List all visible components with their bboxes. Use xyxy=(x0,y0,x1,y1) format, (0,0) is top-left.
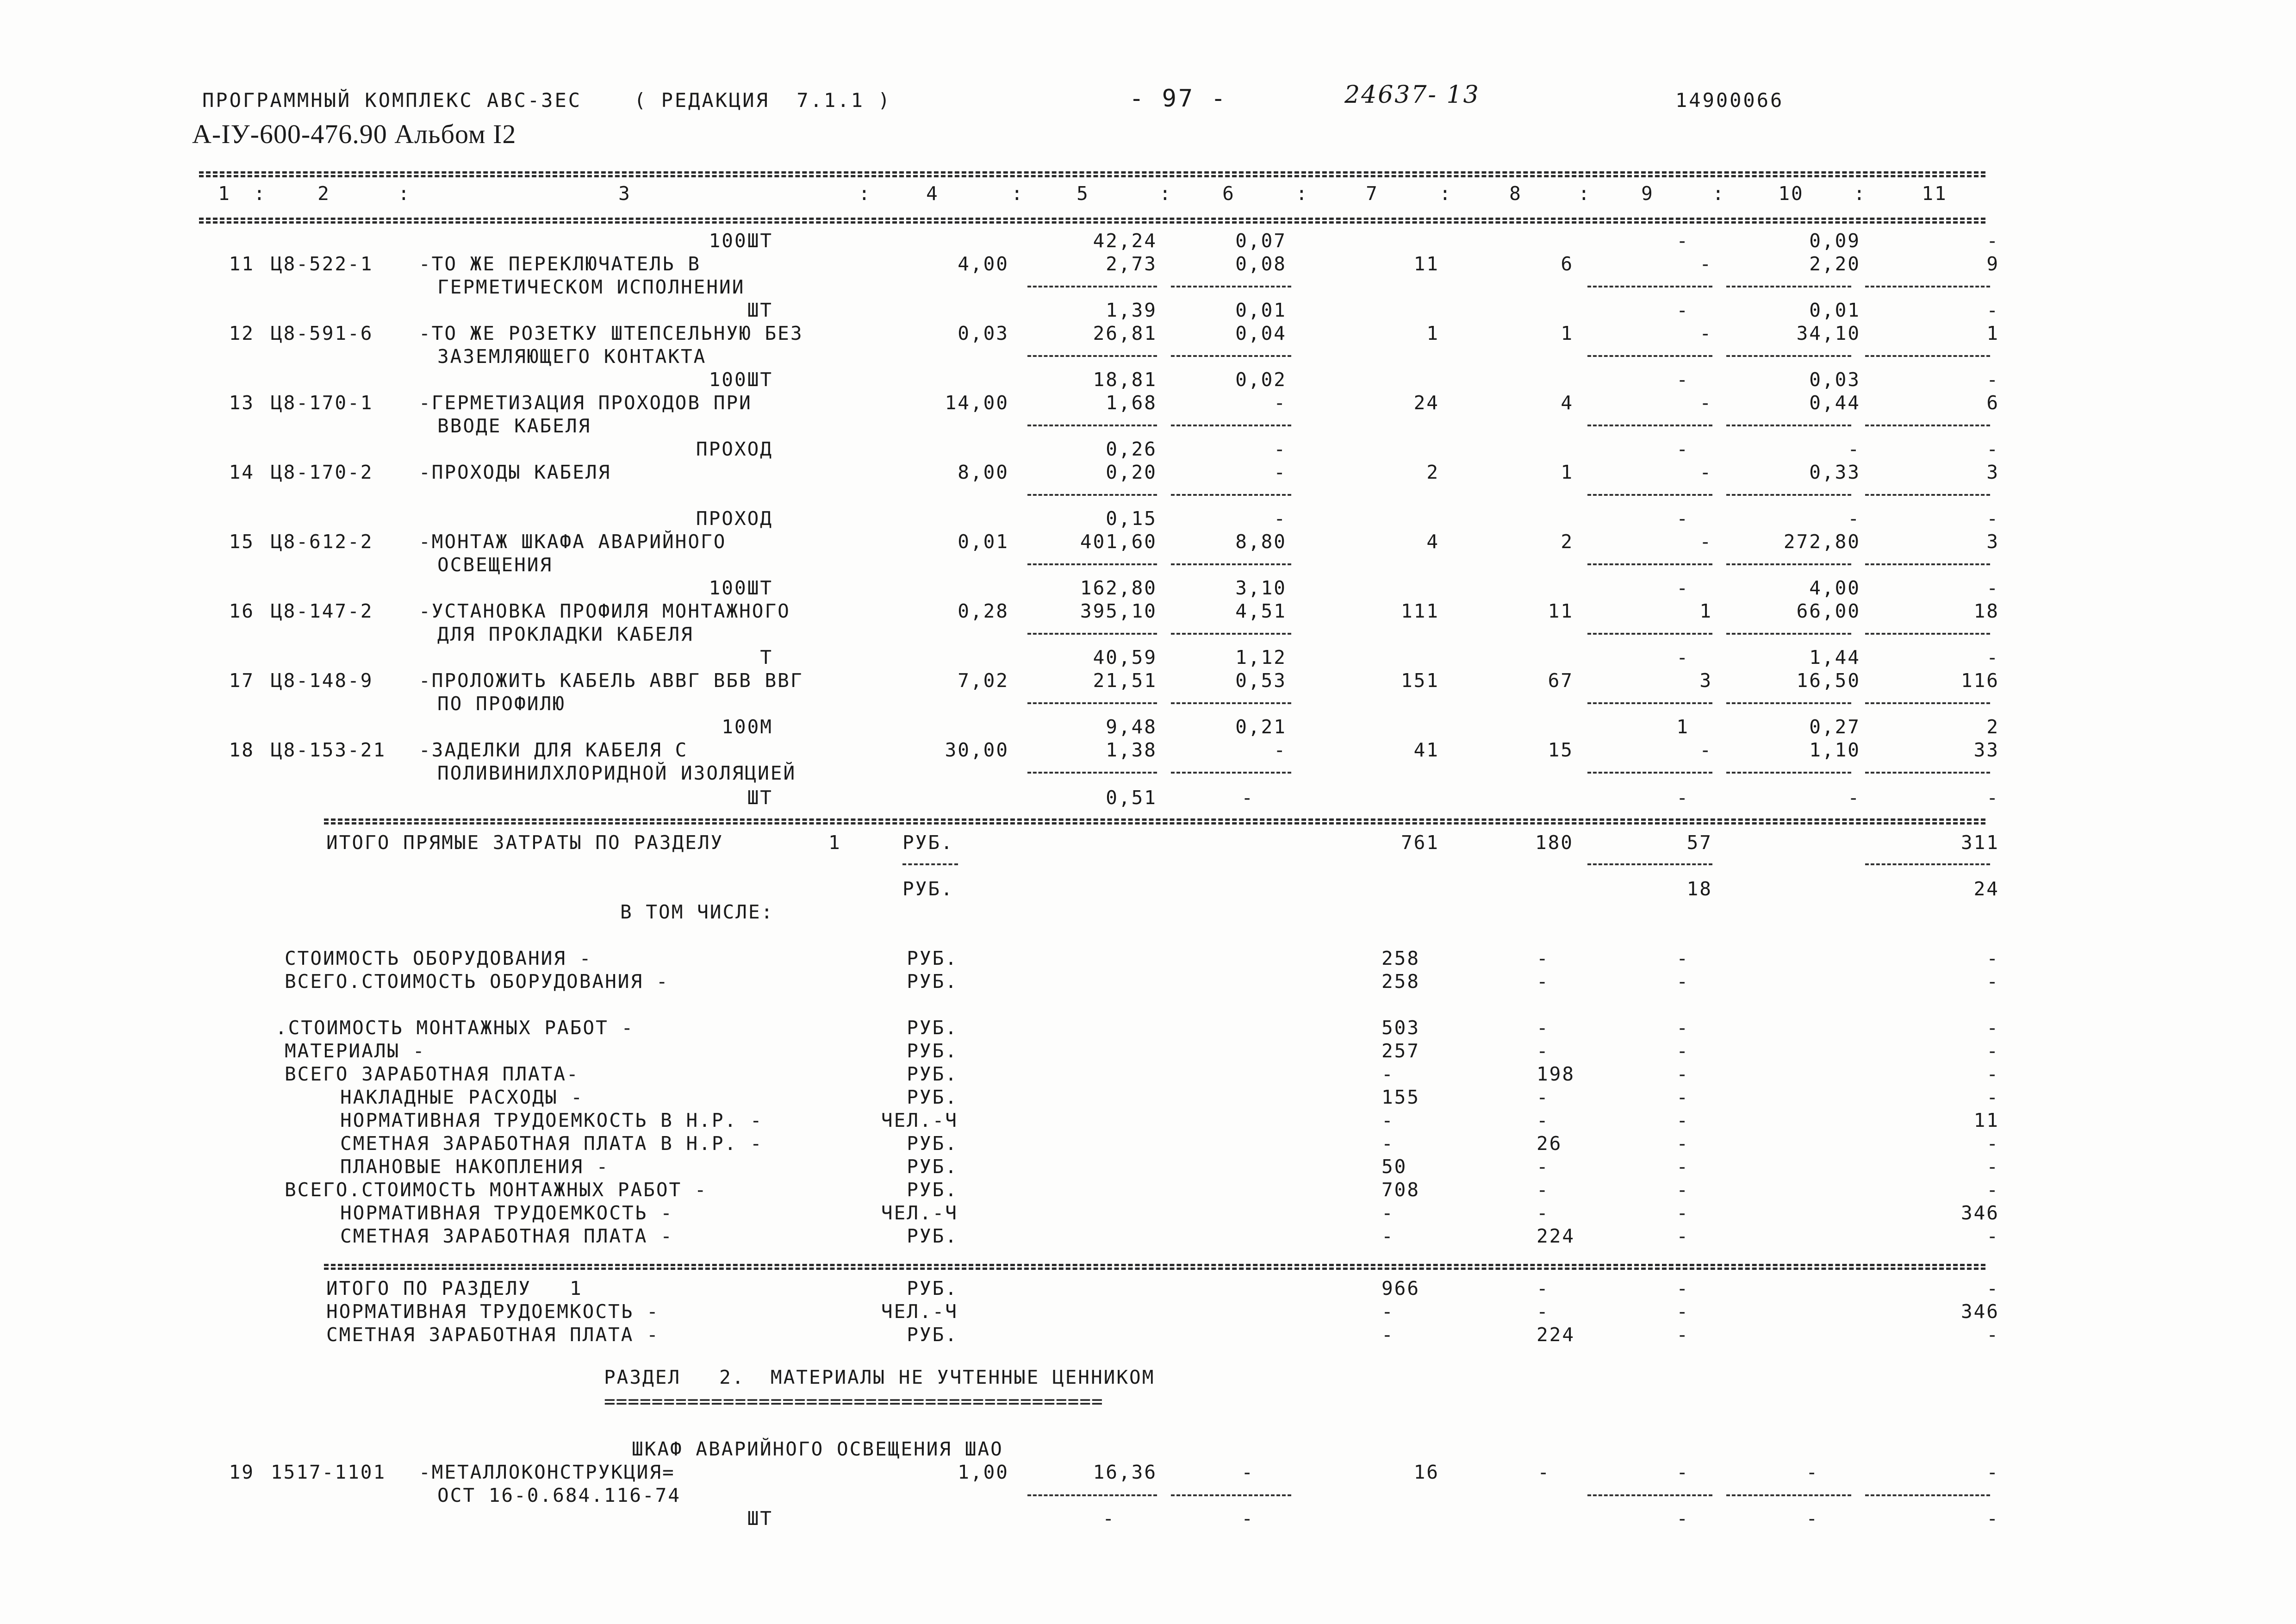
cell: 100ШТ xyxy=(709,369,773,391)
cell: - xyxy=(1537,1461,1550,1483)
cell: ИТОГО ПО РАЗДЕЛУ 1 xyxy=(326,1277,583,1299)
cell: - xyxy=(1806,1507,1819,1530)
cell: -МЕТАЛЛОКОНСТРУКЦИЯ= xyxy=(419,1461,675,1483)
cell: 67 xyxy=(1548,669,1574,692)
cell: 15 xyxy=(229,531,255,553)
cell: 17 xyxy=(229,669,255,692)
cell: 1 xyxy=(1676,716,1689,738)
cell: - xyxy=(1676,1063,1689,1085)
cell: - xyxy=(1848,787,1860,809)
cell: 0,44 xyxy=(1809,392,1860,414)
direct-section: 1 xyxy=(828,831,841,854)
cell: 0,07 xyxy=(1235,230,1287,252)
cell: 155 xyxy=(1381,1086,1420,1108)
cell: 346 xyxy=(1960,1300,1999,1323)
cell: 0,01 xyxy=(958,531,1009,553)
cell: РУБ. xyxy=(907,1063,958,1085)
cell: 14,00 xyxy=(945,392,1009,414)
cell: - xyxy=(1676,1461,1689,1483)
cell: 0,02 xyxy=(1235,369,1287,391)
cell: - xyxy=(1676,646,1689,668)
cell: 16,50 xyxy=(1796,669,1860,692)
cell: Ц8-147-2 xyxy=(271,600,373,622)
cell: - xyxy=(1274,438,1287,460)
cell: 1,44 xyxy=(1809,646,1860,668)
cell: Ц8-170-1 xyxy=(271,392,373,414)
cell: -ТО ЖЕ РОЗЕТКУ ШТЕПСЕЛЬНУЮ БЕЗ xyxy=(419,322,803,344)
section-2-title: РАЗДЕЛ 2. МАТЕРИАЛЫ НЕ УЧТЕННЫЕ ЦЕННИКОМ xyxy=(604,1366,1155,1388)
cell: 0,15 xyxy=(1106,507,1157,530)
cell: - xyxy=(1676,230,1689,252)
cell: 116 xyxy=(1960,669,1999,692)
col-5: 5 xyxy=(1076,182,1089,205)
cell: 1517-1101 xyxy=(271,1461,386,1483)
cell: 258 xyxy=(1381,970,1420,993)
cell: 0,51 xyxy=(1106,787,1157,809)
cell: 19 xyxy=(229,1461,255,1483)
cell: - xyxy=(1537,1040,1549,1062)
cell: 2 xyxy=(1561,531,1574,553)
cell: ПРОХОД xyxy=(696,438,773,460)
cell: 966 xyxy=(1381,1277,1420,1299)
cell: НОРМАТИВНАЯ ТРУДОЕМКОСТЬ - xyxy=(340,1202,673,1224)
cell: 1,39 xyxy=(1106,299,1157,321)
estimate-page: ПРОГРАММНЫЙ КОМПЛЕКС АВС-ЗЕС ( РЕДАКЦИЯ 7.1.1 ) - 97 - 24637- 13 14900066 А-IУ-600-476.90 Альбом I2 1 2 3 4 5 6 7 8 9 10 11 : : : : : : : : : : 100ШТ 42,24 0,07 - 0,09 - 11 Ц8-522-1 -ТО ЖЕ ПЕРЕКЛЮЧАТЕЛЬ В ГЕРМЕТИЧЕСКОМ ИСПОЛНЕНИИ 4,00 2,73 0,08 11 6 - 2,20 9 ШТ 1,39 0,01 - 0,01 - 12 Ц8-591-6 -ТО ЖЕ РОЗЕТКУ ШТЕПСЕЛЬНУЮ БЕЗ ЗАЗЕМЛЯЮЩЕГО КОНТАКТА 0,03 26,81 0,04 1 1 - 34,10 1 100ШТ 18,81 0,02 - 0,03 - 13 Ц8-170-1 -ГЕРМЕТИЗАЦИЯ ПРОХОДОВ ПРИ ВВОДЕ КАБЕЛЯ 14,00 1,68 - 24 4 - 0,44 6 ПРОХОД 0,26 - - - - 14 Ц8-170-2 -ПРОХОДЫ КАБЕЛЯ 8,00 0,20 - 2 1 - 0,33 3 ПРОХОД 0,15 - - - - 15 Ц8-612-2 -МОНТАЖ ШКАФА АВАРИЙНОГО ОСВЕЩЕНИЯ 0,01 401,60 8,80 4 2 - 272,80 3 100ШТ 162,80 3,10 - 4,00 - 16 Ц8-147-2 -УСТАНОВКА ПРОФИЛЯ МОНТАЖНОГО ДЛЯ ПРОКЛАДКИ КАБЕЛЯ 0,28 395,10 4,51 111 11 1 66,00 18 Т 40,59 1,12 - 1,44 - 17 Ц8-148-9 -ПРОЛОЖИТЬ КАБЕЛЬ АВВГ ВБВ ВВГ ПО ПРОФИЛЮ 7,02 21,51 0,53 151 67 3 16,50 116 100М 9,48 0,21 1 0,27 2 18 Ц8-153-21 -ЗАДЕЛКИ ДЛЯ КАБЕЛЯ С ПОЛИВИНИЛХЛОРИДНОЙ ИЗОЛЯЦИЕЙ 30,00 1,38 - 41 15 - 1,10 33 ШТ 0,51 - - - - ИТОГО ПРЯМЫЕ ЗАТРАТЫ ПО РАЗДЕЛУ 1 РУБ. 761 180 57 311 РУБ. 18 24 В ТОМ ЧИСЛЕ: СТОИМОСТЬ ОБОРУДОВАНИЯ - РУБ. 258 - - - ВСЕГО.СТОИМОСТЬ ОБОРУДОВАНИЯ - РУБ. 258 - - - .СТОИМОСТЬ МОНТАЖНЫХ РАБОТ - РУБ. 503 - - - МАТЕРИАЛЫ - РУБ. 257 - - - ВСЕГО ЗАРАБОТНАЯ ПЛАТА- РУБ. - 198 - - НАКЛАДНЫЕ РАСХОДЫ - РУБ. 155 - - - НОРМАТИВНАЯ ТРУДОЕМКОСТЬ В Н.Р. - ЧЕЛ.-Ч - - - 11 СМЕТНАЯ ЗАРАБОТНАЯ ПЛАТА В Н.Р. - РУБ. - 26 - - ПЛАНОВЫЕ НАКОПЛЕНИЯ - РУБ. 50 - - - ВСЕГО.СТОИМОСТЬ МОНТАЖНЫХ РАБОТ - РУБ. 708 - - - НОРМАТИВНАЯ ТРУДОЕМКОСТЬ - ЧЕЛ.-Ч - - - 346 СМЕТНАЯ ЗАРАБОТНАЯ ПЛАТА - РУБ. - 224 - - ИТОГО ПО РАЗДЕЛУ 1 РУБ. 966 - - - НОРМАТИВНАЯ ТРУДОЕМКОСТЬ - ЧЕЛ.-Ч - - - 346 СМЕТНАЯ ЗАРАБОТНАЯ ПЛАТА - РУБ. - 224 - - РАЗДЕЛ 2. МАТЕРИАЛЫ НЕ УЧТЕННЫЕ ЦЕННИКОМ ========================================== ШКАФ АВАРИЙНОГО ОСВЕЩЕНИЯ ШАО 19 1517-1101 -МЕТАЛЛОКОНСТРУКЦИЯ= ОСТ 16-0.684.116-74 1,00 16,36 - 16 - - - - ШТ - - - - - xyxy=(0,0,2296,1624)
cell: - xyxy=(1986,1017,1999,1039)
cell: 3 xyxy=(1699,669,1712,692)
cell: 16,36 xyxy=(1093,1461,1157,1483)
cell: 0,26 xyxy=(1106,438,1157,460)
cell: СТОИМОСТЬ ОБОРУДОВАНИЯ - xyxy=(285,947,592,969)
cell: 151 xyxy=(1400,669,1439,692)
page-number: - 97 - xyxy=(1129,85,1227,112)
cell: 761 xyxy=(1400,831,1439,854)
cell: 1 xyxy=(1426,322,1439,344)
col-3: 3 xyxy=(618,182,631,205)
cell: - xyxy=(1676,1324,1689,1346)
cell: 0,27 xyxy=(1809,716,1860,738)
cell: 2 xyxy=(1426,461,1439,483)
cell: 18 xyxy=(229,739,255,761)
col-10: 10 xyxy=(1778,182,1804,205)
cell: - xyxy=(1676,1277,1689,1299)
col-7: 7 xyxy=(1366,182,1379,205)
cell: 15 xyxy=(1548,739,1574,761)
program-name: ПРОГРАММНЫЙ КОМПЛЕКС АВС-ЗЕС xyxy=(202,89,582,112)
cell: - xyxy=(1274,392,1287,414)
cell: 66,00 xyxy=(1796,600,1860,622)
cell: - xyxy=(1537,1179,1549,1201)
cell: - xyxy=(1699,392,1712,414)
cell: ШТ xyxy=(747,299,773,321)
cell: 9 xyxy=(1986,253,1999,275)
header-rule-top-2 xyxy=(199,175,1985,177)
cell: - xyxy=(1676,947,1689,969)
cell: - xyxy=(1986,1040,1999,1062)
cell: 2 xyxy=(1986,716,1999,738)
cell: - xyxy=(1381,1300,1394,1323)
cell: 1 xyxy=(1561,461,1574,483)
cell: ВВОДЕ КАБЕЛЯ xyxy=(437,415,591,437)
handwritten-number: 24637- 13 xyxy=(1344,81,1480,109)
cell: 34,10 xyxy=(1796,322,1860,344)
cell: 24 xyxy=(1413,392,1439,414)
cell: РУБ. xyxy=(907,1324,958,1346)
cell: ГЕРМЕТИЧЕСКОМ ИСПОЛНЕНИИ xyxy=(437,276,745,298)
cell: - xyxy=(1676,1300,1689,1323)
cell: 224 xyxy=(1537,1324,1575,1346)
cell: 0,28 xyxy=(958,600,1009,622)
header-rule-bottom-2 xyxy=(199,221,1985,224)
cell: 4,00 xyxy=(958,253,1009,275)
section-total-rule xyxy=(324,1264,1985,1266)
cell: ПРОХОД xyxy=(696,507,773,530)
cell: 13 xyxy=(229,392,255,414)
cell: - xyxy=(1537,970,1549,993)
cell: - xyxy=(1537,1086,1549,1108)
col-2: 2 xyxy=(317,182,330,205)
cell: -ТО ЖЕ ПЕРЕКЛЮЧАТЕЛЬ В xyxy=(419,253,701,275)
header-rule-top xyxy=(199,171,1985,174)
cell: - xyxy=(1986,438,1999,460)
cell: 4 xyxy=(1426,531,1439,553)
cell: - xyxy=(1986,646,1999,668)
cell: 26 xyxy=(1537,1132,1562,1155)
cell: 162,80 xyxy=(1080,577,1157,599)
cell: МАТЕРИАЛЫ - xyxy=(285,1040,426,1062)
cell: ОСТ 16-0.684.116-74 xyxy=(437,1484,681,1506)
cell: - xyxy=(1986,1324,1999,1346)
cell: -МОНТАЖ ШКАФА АВАРИЙНОГО xyxy=(419,531,727,553)
cell: РУБ. xyxy=(907,1277,958,1299)
cell: НАКЛАДНЫЕ РАСХОДЫ - xyxy=(340,1086,584,1108)
cell: - xyxy=(1986,1156,1999,1178)
totals-rule-2 xyxy=(324,822,1985,824)
cell: - xyxy=(1676,299,1689,321)
cell: 311 xyxy=(1960,831,1999,854)
cell: ЧЕЛ.-Ч xyxy=(881,1300,958,1323)
cell: 0,09 xyxy=(1809,230,1860,252)
cell: - xyxy=(1241,1461,1254,1483)
cell: 0,53 xyxy=(1235,669,1287,692)
cell: ВСЕГО ЗАРАБОТНАЯ ПЛАТА- xyxy=(285,1063,579,1085)
cell: 9,48 xyxy=(1106,716,1157,738)
cell: ВСЕГО.СТОИМОСТЬ ОБОРУДОВАНИЯ - xyxy=(285,970,669,993)
cell: ДЛЯ ПРОКЛАДКИ КАБЕЛЯ xyxy=(437,623,694,645)
edition: ( РЕДАКЦИЯ 7.1.1 ) xyxy=(634,89,892,112)
cell: 6 xyxy=(1561,253,1574,275)
cell: - xyxy=(1676,1109,1689,1131)
cell: 1,68 xyxy=(1106,392,1157,414)
col-11: 11 xyxy=(1922,182,1948,205)
cell: Ц8-153-21 xyxy=(271,739,386,761)
cell: ВСЕГО.СТОИМОСТЬ МОНТАЖНЫХ РАБОТ - xyxy=(285,1179,708,1201)
cell: 224 xyxy=(1537,1225,1575,1247)
cell: РУБ. xyxy=(907,1179,958,1201)
cell: 272,80 xyxy=(1783,531,1860,553)
cell: - xyxy=(1676,577,1689,599)
cell: 503 xyxy=(1381,1017,1420,1039)
cell: 41 xyxy=(1413,739,1439,761)
cell: Ц8-522-1 xyxy=(271,253,373,275)
cell: 6 xyxy=(1986,392,1999,414)
cell: - xyxy=(1676,369,1689,391)
cell: - xyxy=(1986,369,1999,391)
cell: - xyxy=(1986,1132,1999,1155)
cell: -ЗАДЕЛКИ ДЛЯ КАБЕЛЯ С xyxy=(419,739,688,761)
cell: 0,03 xyxy=(1809,369,1860,391)
cell: - xyxy=(1699,739,1712,761)
cell: - xyxy=(1676,1040,1689,1062)
cell: 18,81 xyxy=(1093,369,1157,391)
cell: - xyxy=(1806,1461,1819,1483)
cell: - xyxy=(1102,1507,1115,1530)
cell: 1,12 xyxy=(1235,646,1287,668)
cell: - xyxy=(1699,253,1712,275)
cell: 111 xyxy=(1400,600,1439,622)
cell: РУБ. xyxy=(907,1017,958,1039)
cell: - xyxy=(1676,787,1689,809)
cell: 0,01 xyxy=(1809,299,1860,321)
cell: 16 xyxy=(1413,1461,1439,1483)
totals-rule xyxy=(324,818,1985,821)
cell: СМЕТНАЯ ЗАРАБОТНАЯ ПЛАТА - xyxy=(326,1324,660,1346)
direct2-unit: РУБ. xyxy=(902,878,954,900)
direct-unit: РУБ. xyxy=(902,831,954,854)
cell: Ц8-591-6 xyxy=(271,322,373,344)
cell: 1,10 xyxy=(1809,739,1860,761)
cell: - xyxy=(1986,1461,1999,1483)
cell: ЗАЗЕМЛЯЮЩЕГО КОНТАКТА xyxy=(437,345,707,368)
cell: 21,51 xyxy=(1093,669,1157,692)
cell: ПОЛИВИНИЛХЛОРИДНОЙ ИЗОЛЯЦИЕЙ xyxy=(437,762,796,784)
group-title: ШКАФ АВАРИЙНОГО ОСВЕЩЕНИЯ ШАО xyxy=(632,1438,1003,1460)
cell: - xyxy=(1537,1202,1549,1224)
cell: - xyxy=(1537,1109,1549,1131)
cell: 258 xyxy=(1381,947,1420,969)
cell: 3 xyxy=(1986,531,1999,553)
cell: ЧЕЛ.-Ч xyxy=(881,1202,958,1224)
unit-label: ШТ xyxy=(747,787,773,809)
col-1: 1 xyxy=(218,182,231,205)
cell: ПО ПРОФИЛЮ xyxy=(437,693,566,715)
cell: - xyxy=(1699,461,1712,483)
cell: СМЕТНАЯ ЗАРАБОТНАЯ ПЛАТА - xyxy=(340,1225,673,1247)
cell: 257 xyxy=(1381,1040,1420,1062)
cell: 1,38 xyxy=(1106,739,1157,761)
cell: 1 xyxy=(1561,322,1574,344)
cell: Ц8-612-2 xyxy=(271,531,373,553)
cell: 1 xyxy=(1699,600,1712,622)
cell: -УСТАНОВКА ПРОФИЛЯ МОНТАЖНОГО xyxy=(419,600,790,622)
cell: - xyxy=(1699,531,1712,553)
cell: РУБ. xyxy=(907,1156,958,1178)
cell: 4,51 xyxy=(1235,600,1287,622)
cell: 7,02 xyxy=(958,669,1009,692)
cell: 0,20 xyxy=(1106,461,1157,483)
cell: -ПРОЛОЖИТЬ КАБЕЛЬ АВВГ ВБВ ВВГ xyxy=(419,669,803,692)
cell: - xyxy=(1986,1507,1999,1530)
cell: РУБ. xyxy=(907,1040,958,1062)
section-2-underline: ========================================== xyxy=(604,1390,1103,1412)
cell: 2,73 xyxy=(1106,253,1157,275)
cell: 1,00 xyxy=(958,1461,1009,1483)
cell: - xyxy=(1676,1132,1689,1155)
cell: - xyxy=(1676,1202,1689,1224)
cell: РУБ. xyxy=(907,1132,958,1155)
cell: 3 xyxy=(1986,461,1999,483)
cell: 0,03 xyxy=(958,322,1009,344)
cell: - xyxy=(1537,1156,1549,1178)
cell: НОРМАТИВНАЯ ТРУДОЕМКОСТЬ В Н.Р. - xyxy=(340,1109,763,1131)
cell: 4 xyxy=(1561,392,1574,414)
cell: 33 xyxy=(1973,739,1999,761)
cell: - xyxy=(1381,1225,1394,1247)
cell: 401,60 xyxy=(1080,531,1157,553)
cell: РУБ. xyxy=(907,970,958,993)
cell: - xyxy=(1986,1277,1999,1299)
cell: ЧЕЛ.-Ч xyxy=(881,1109,958,1131)
cell: 1 xyxy=(1986,322,1999,344)
cell: - xyxy=(1241,1507,1254,1530)
cell: - xyxy=(1676,1507,1689,1530)
cell: - xyxy=(1676,1086,1689,1108)
cell: 346 xyxy=(1960,1202,1999,1224)
cell: 30,00 xyxy=(945,739,1009,761)
cell: 708 xyxy=(1381,1179,1420,1201)
col-6: 6 xyxy=(1222,182,1235,205)
cell: - xyxy=(1986,299,1999,321)
cell: - xyxy=(1986,1225,1999,1247)
cell: - xyxy=(1676,1225,1689,1247)
unit-label: ШТ xyxy=(747,1507,773,1530)
cell: 50 xyxy=(1381,1156,1407,1178)
cell: СМЕТНАЯ ЗАРАБОТНАЯ ПЛАТА В Н.Р. - xyxy=(340,1132,763,1155)
cell: - xyxy=(1848,507,1860,530)
cell: 8,00 xyxy=(958,461,1009,483)
cell: 2,20 xyxy=(1809,253,1860,275)
cell: 8,80 xyxy=(1235,531,1287,553)
cell: - xyxy=(1537,1017,1549,1039)
cell: 24 xyxy=(1973,878,1999,900)
cell: - xyxy=(1986,507,1999,530)
cell: НОРМАТИВНАЯ ТРУДОЕМКОСТЬ - xyxy=(326,1300,660,1323)
cell: - xyxy=(1381,1324,1394,1346)
cell: - xyxy=(1241,787,1254,809)
cell: 395,10 xyxy=(1080,600,1157,622)
direct-label: ИТОГО ПРЯМЫЕ ЗАТРАТЫ ПО РАЗДЕЛУ xyxy=(326,831,724,854)
cell: - xyxy=(1537,947,1549,969)
cell: 18 xyxy=(1973,600,1999,622)
cell: ОСВЕЩЕНИЯ xyxy=(437,554,553,576)
album-title: А-IУ-600-476.90 Альбом I2 xyxy=(192,119,516,149)
cell: - xyxy=(1986,970,1999,993)
col-8: 8 xyxy=(1509,182,1522,205)
cell: - xyxy=(1676,507,1689,530)
cell: РУБ. xyxy=(907,1225,958,1247)
cell: 0,04 xyxy=(1235,322,1287,344)
section-total-rule-2 xyxy=(324,1268,1985,1270)
header-rule-bottom xyxy=(199,218,1985,220)
cell: Ц8-170-2 xyxy=(271,461,373,483)
cell: - xyxy=(1986,1086,1999,1108)
cell: 11 xyxy=(1548,600,1574,622)
cell: - xyxy=(1986,577,1999,599)
cell: 11 xyxy=(1973,1109,1999,1131)
cell: 16 xyxy=(229,600,255,622)
cell: - xyxy=(1986,787,1999,809)
cell: - xyxy=(1274,739,1287,761)
cell: Ц8-148-9 xyxy=(271,669,373,692)
cell: - xyxy=(1676,970,1689,993)
cell: -ПРОХОДЫ КАБЕЛЯ xyxy=(419,461,611,483)
cell: 12 xyxy=(229,322,255,344)
cell: - xyxy=(1274,507,1287,530)
cell: - xyxy=(1986,230,1999,252)
cell: 11 xyxy=(1413,253,1439,275)
cell: 198 xyxy=(1537,1063,1575,1085)
cell: 100ШТ xyxy=(709,577,773,599)
including-label: В ТОМ ЧИСЛЕ: xyxy=(620,901,774,923)
cell: - xyxy=(1274,461,1287,483)
cell: - xyxy=(1986,1063,1999,1085)
cell: Т xyxy=(760,646,773,668)
cell: 180 xyxy=(1535,831,1574,854)
cell: - xyxy=(1381,1202,1394,1224)
cell: 4,00 xyxy=(1809,577,1860,599)
cell: 57 xyxy=(1686,831,1712,854)
cell: РУБ. xyxy=(907,1086,958,1108)
cell: РУБ. xyxy=(907,947,958,969)
cell: 11 xyxy=(229,253,255,275)
cell: 0,01 xyxy=(1235,299,1287,321)
cell: 0,21 xyxy=(1235,716,1287,738)
cell: - xyxy=(1676,1017,1689,1039)
cell: 18 xyxy=(1686,878,1712,900)
cell: - xyxy=(1676,1179,1689,1201)
cell: 3,10 xyxy=(1235,577,1287,599)
cell: - xyxy=(1986,947,1999,969)
cell: - xyxy=(1537,1277,1549,1299)
document-code: 14900066 xyxy=(1675,89,1784,112)
cell: 40,59 xyxy=(1093,646,1157,668)
cell: 100ШТ xyxy=(709,230,773,252)
cell: - xyxy=(1848,438,1860,460)
cell: 0,33 xyxy=(1809,461,1860,483)
cell: 42,24 xyxy=(1093,230,1157,252)
cell: 0,08 xyxy=(1235,253,1287,275)
cell: - xyxy=(1676,438,1689,460)
cell: 14 xyxy=(229,461,255,483)
cell: - xyxy=(1676,1156,1689,1178)
col-9: 9 xyxy=(1641,182,1654,205)
cell: 26,81 xyxy=(1093,322,1157,344)
cell: -ГЕРМЕТИЗАЦИЯ ПРОХОДОВ ПРИ xyxy=(419,392,752,414)
cell: 100М xyxy=(722,716,773,738)
cell: - xyxy=(1986,1179,1999,1201)
cell: ПЛАНОВЫЕ НАКОПЛЕНИЯ - xyxy=(340,1156,610,1178)
cell: - xyxy=(1537,1300,1549,1323)
cell: - xyxy=(1381,1109,1394,1131)
cell: - xyxy=(1381,1063,1394,1085)
cell: - xyxy=(1699,322,1712,344)
cell: .СТОИМОСТЬ МОНТАЖНЫХ РАБОТ - xyxy=(275,1017,635,1039)
col-4: 4 xyxy=(926,182,939,205)
cell: - xyxy=(1381,1132,1394,1155)
